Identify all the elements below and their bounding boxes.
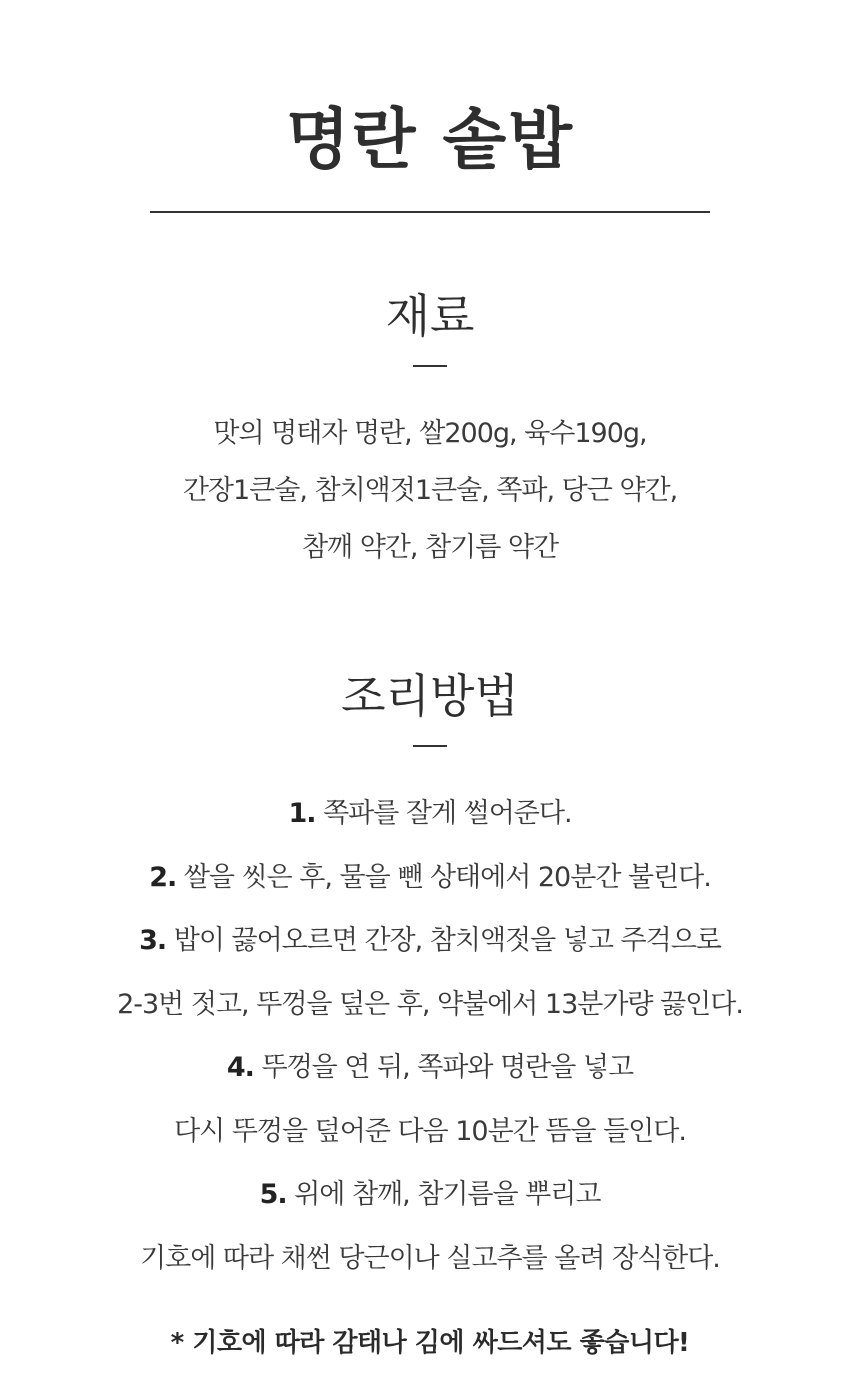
step-number: 5.	[259, 1179, 287, 1210]
step-number: 4.	[226, 1052, 254, 1083]
step-text: 위에 참깨, 참기름을 뿌리고	[286, 1179, 601, 1210]
step-text: 2-3번 젓고, 뚜껑을 덮은 후, 약불에서 13분가량 끓인다.	[117, 989, 743, 1020]
method-step-line	[0, 1109, 860, 1148]
step-text: 쪽파를 잘게 썰어준다.	[315, 798, 572, 829]
step-text: 뚜껑을 연 뒤, 쪽파와 명란을 넣고	[253, 1052, 634, 1083]
ingredient-line: 참깨 약간, 참기름 약간	[301, 532, 559, 563]
step-text: 밥이 끓어오르면 간장, 참치액젓을 넣고 주걱으로	[166, 925, 721, 956]
title-divider	[150, 211, 710, 213]
step-text: 다시 뚜껑을 덮어준 다음 10분간 뜸을 들인다.	[174, 1116, 686, 1147]
method-step-line	[0, 1172, 860, 1211]
step-text: 쌀을 씻은 후, 물을 뺀 상태에서 20분간 불린다.	[176, 862, 711, 893]
serving-note: * 기호에 따라 감태나 김에 싸드셔도 좋습니다!	[170, 1328, 690, 1358]
ingredient-line: 간장1큰술, 참치액젓1큰술, 쪽파, 당근 약간,	[182, 475, 678, 506]
step-number: 2.	[149, 862, 177, 893]
step-number: 3.	[139, 925, 167, 956]
method-step-line	[0, 855, 860, 894]
method-step-line	[0, 791, 860, 830]
ingredients-heading: 재료	[385, 289, 475, 343]
ingredients-dash	[413, 365, 447, 367]
step-text: 기호에 따라 채썬 당근이나 실고추를 올려 장식한다.	[140, 1243, 720, 1274]
method-step-line	[0, 982, 860, 1021]
method-step-line	[0, 1236, 860, 1275]
method-step-line	[0, 1045, 860, 1084]
method-step-line	[0, 918, 860, 957]
step-number: 1.	[288, 798, 316, 829]
recipe-title: 명란 솥밥	[285, 101, 574, 178]
ingredient-line: 맛의 명태자 명란, 쌀200g, 육수190g,	[213, 418, 647, 449]
method-dash	[413, 745, 447, 747]
method-heading: 조리방법	[341, 669, 519, 723]
